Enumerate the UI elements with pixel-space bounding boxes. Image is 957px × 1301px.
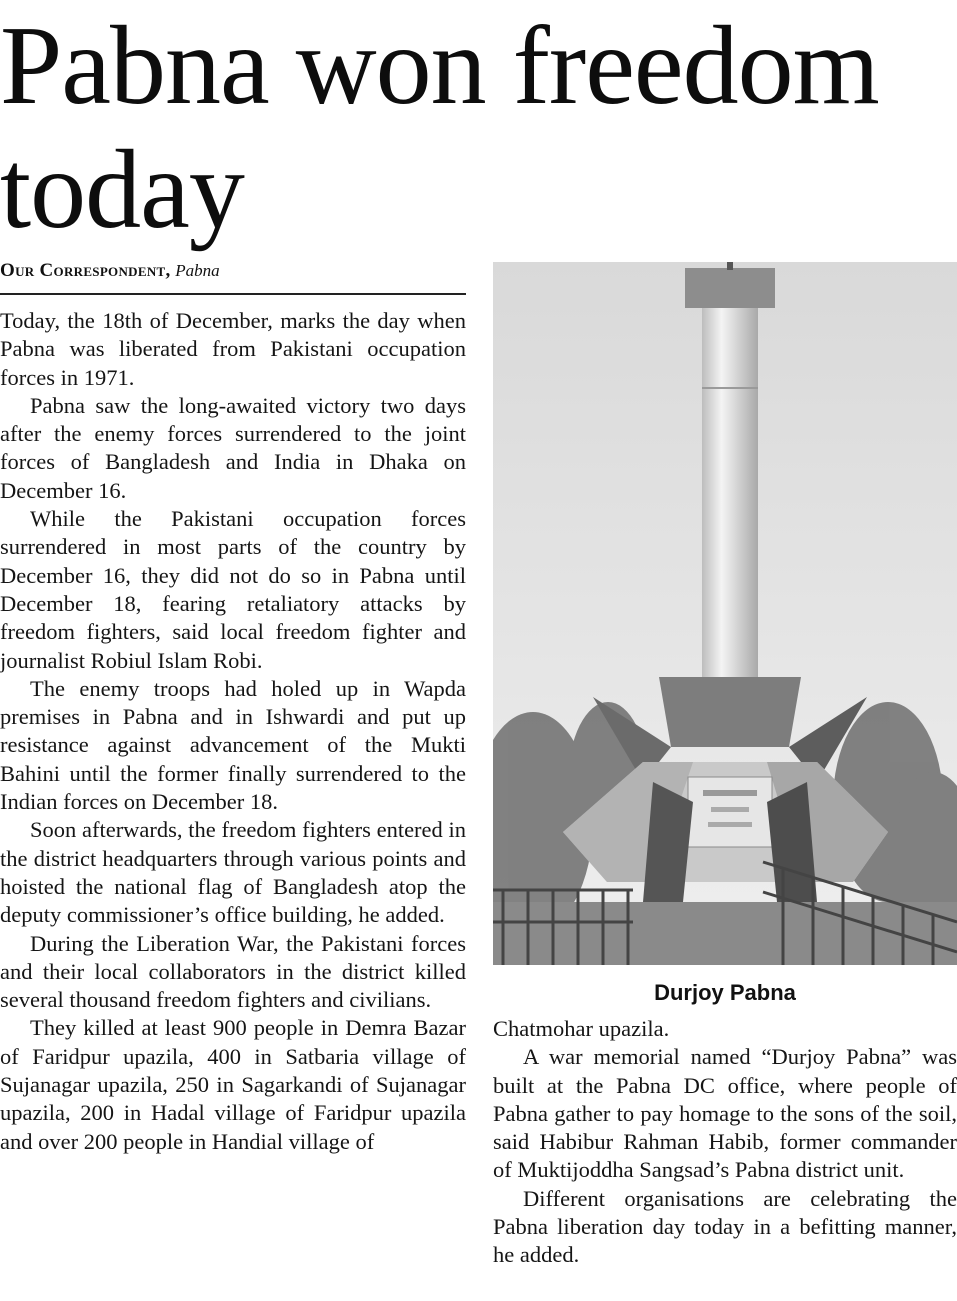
paragraph: During the Liberation War, the Pakistani forces and their local collaborators in the district killed several thousand freedom fighters and civilians. xyxy=(0,930,466,1013)
paragraph: Today, the 18th of December, marks the day when Pabna was liberated from Pakistani occupation forces in 1971. xyxy=(0,308,466,390)
paragraph: Soon afterwards, the freedom fighters entered in the district headquarters through various points and hoisted the national flag of Bangladesh atop the deputy commissioner’s office building, he added. xyxy=(0,817,466,928)
byline-place: Pabna xyxy=(175,261,220,280)
paragraph: They killed at least 900 people in Demra Bazar of Faridpur upazila, 400 in Satbaria village of Sujanagar upazila, 250 in Sagarkandi of Sujanagar upazila, 200 in Hadal village of Faridpur upazila and over 200 people in Handial village of xyxy=(0,1015,466,1154)
paragraph: A war memorial named “Durjoy Pabna” was built at the Pabna DC office, where people of Pabna gather to pay homage to the sons of the soil, said Habibur Rahman Habib, former commander of Muktijoddha Sangsad’s Pabna district unit. xyxy=(493,1044,957,1183)
paragraph: Pabna saw the long-awaited victory two days after the enemy forces surrendered to the joint forces of Bangladesh and India in Dhaka on December 16. xyxy=(0,392,466,503)
paragraph: The enemy troops had holed up in Wapda premises in Pabna and in Ishwardi and put up resistance against advancement of the Mukti Bahini until the former finally surrendered to the Indian forces on December 18. xyxy=(0,675,466,815)
memorial-photo xyxy=(493,262,957,965)
memorial-illustration xyxy=(493,262,957,965)
headline: Pabna won freedom today xyxy=(0,4,879,252)
paragraph: Different organisations are celebrating the Pabna liberation day today in a befitting manner, he added. xyxy=(493,1185,957,1268)
article-column-right xyxy=(493,1015,957,1301)
paragraph: While the Pakistani occupation forces surrendered in most parts of the country by December 16, they did not do so in Pabna until December 18, fearing retaliatory attacks by freedom fighters, said local freedom fighter and journalist Robiul Islam Robi. xyxy=(0,506,466,673)
article-column-left xyxy=(0,307,466,1297)
byline-author: Our Correspondent, xyxy=(0,260,171,281)
photo-caption: Durjoy Pabna xyxy=(654,980,796,1005)
paragraph: Chatmohar upazila. xyxy=(493,1016,670,1041)
byline xyxy=(0,258,466,284)
byline-rule xyxy=(0,293,466,295)
